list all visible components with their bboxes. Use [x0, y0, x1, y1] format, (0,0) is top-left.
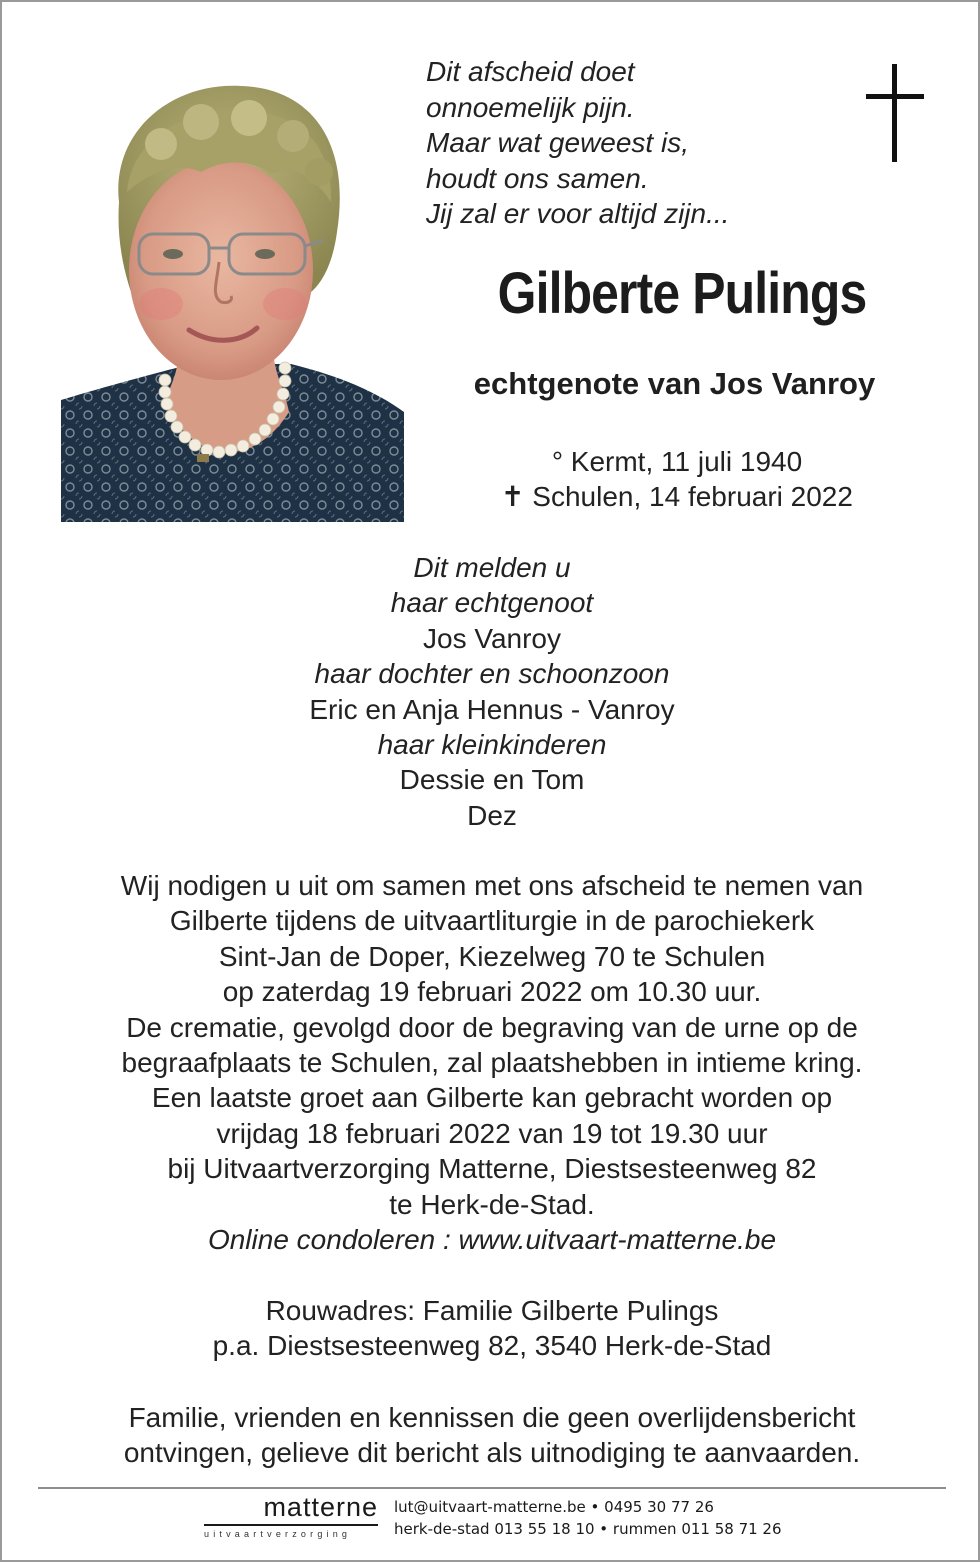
- address-line: p.a. Diestsesteenweg 82, 3540 Herk-de-Stad: [212, 1330, 772, 1362]
- invitation-line: bij Uitvaartverzorging Matterne, Diestsesteenweg 82: [167, 1153, 817, 1185]
- invitation-line: Gilberte tijdens de uitvaartliturgie in de parochiekerk: [169, 905, 815, 937]
- poem-line: Jij zal er voor altijd zijn...: [426, 198, 730, 229]
- portrait-illustration: [61, 82, 404, 522]
- announcement-line: Dessie en Tom: [399, 764, 585, 796]
- invitation-line: vrijdag 18 februari 2022 van 19 tot 19.30 uur: [216, 1117, 768, 1149]
- announcement-line: haar kleinkinderen: [377, 729, 607, 761]
- announcement-line: haar dochter en schoonzoon: [314, 658, 670, 690]
- memorial-poem: [426, 54, 729, 232]
- invitation-line: te Herk-de-Stad.: [389, 1188, 595, 1220]
- invitation-line: Een laatste groet aan Gilberte kan gebracht worden op: [151, 1082, 833, 1114]
- announcement-line: haar echtgenoot: [390, 587, 594, 619]
- invitation-line: De crematie, gevolgd door de begraving van de urne op de: [126, 1011, 858, 1043]
- latin-cross-icon: [866, 64, 924, 162]
- family-announcement: [2, 550, 980, 833]
- invitation-line: Wij nodigen u uit om samen met ons afscheid te nemen van: [120, 870, 864, 901]
- brand-wordmark: matterne: [204, 1492, 378, 1526]
- footer-divider: [38, 1487, 946, 1489]
- poem-line: onnoemelijk pijn.: [426, 91, 635, 123]
- announcement-line: Dez: [467, 799, 517, 831]
- poem-line: Dit afscheid doet: [426, 56, 635, 87]
- invitation-line: begraafplaats te Schulen, zal plaatshebben in intieme kring.: [121, 1047, 863, 1079]
- announcement-line: Dit melden u: [413, 552, 571, 583]
- footer-contact: [394, 1496, 782, 1540]
- contact-email-phone[interactable]: lut@uitvaart-matterne.be • 0495 30 77 26: [394, 1498, 714, 1516]
- life-dates: [442, 444, 912, 514]
- birth-date: ° Kermt, 11 juli 1940: [551, 446, 803, 477]
- announcement-line: Eric en Anja Hennus - Vanroy: [309, 693, 675, 725]
- closing-line: ontvingen, gelieve dit bericht als uitnodiging te aanvaarden.: [123, 1437, 861, 1469]
- closing-note: [2, 1400, 980, 1471]
- address-line: Rouwadres: Familie Gilberte Pulings: [265, 1295, 719, 1326]
- closing-line: Familie, vrienden en kennissen die geen overlijdensbericht: [128, 1402, 856, 1433]
- contact-branches: herk-de-stad 013 55 18 10 • rummen 011 58 71 26: [394, 1520, 782, 1538]
- brand-subtitle: uitvaartverzorging: [204, 1529, 352, 1539]
- portrait-photo: [61, 82, 404, 522]
- poem-line: Maar wat geweest is,: [426, 127, 689, 158]
- invitation-line: op zaterdag 19 februari 2022 om 10.30 uur.: [222, 976, 762, 1008]
- spouse-line: echtgenote van Jos Vanroy: [473, 366, 876, 401]
- announcement-line: Jos Vanroy: [423, 622, 561, 654]
- funeral-invitation: [2, 868, 980, 1257]
- death-date: ✝ Schulen, 14 februari 2022: [501, 481, 853, 512]
- mourning-address: [2, 1293, 980, 1364]
- poem-line: houdt ons samen.: [426, 162, 649, 194]
- online-condolence-link[interactable]: Online condoleren : www.uitvaart-matterne.be: [207, 1224, 777, 1256]
- matterne-logo: [204, 1492, 378, 1539]
- deceased-name: Gilberte Pulings: [497, 261, 867, 326]
- invitation-line: Sint-Jan de Doper, Kiezelweg 70 te Schulen: [218, 940, 766, 972]
